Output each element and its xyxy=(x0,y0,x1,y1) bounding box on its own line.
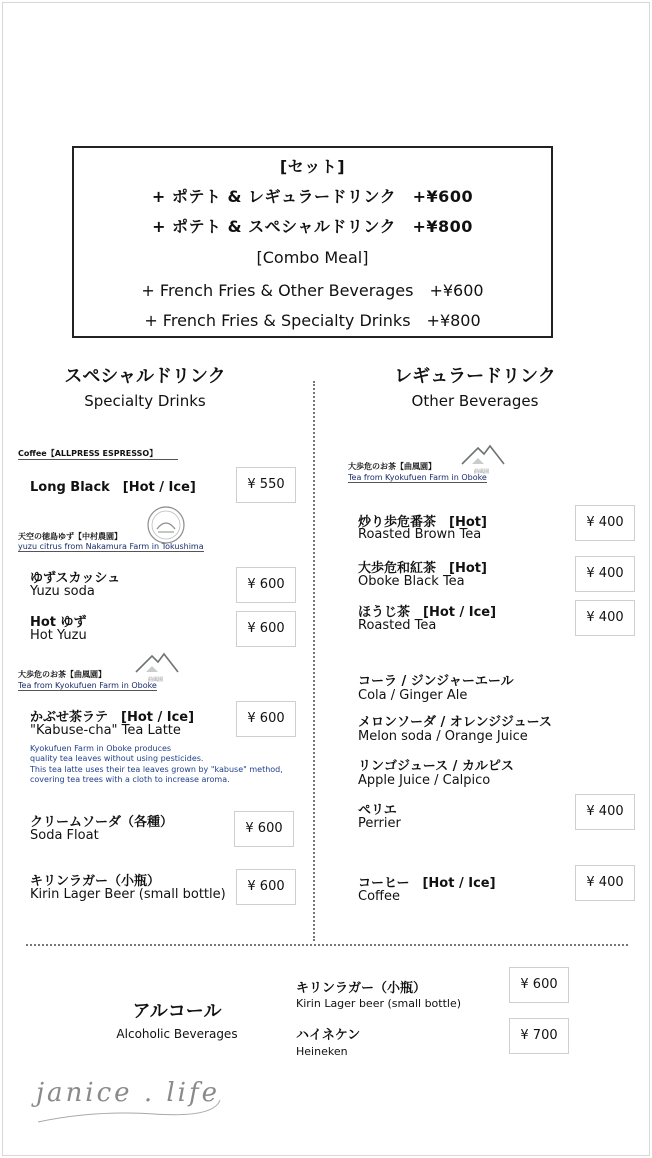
regular-title-jp: レギュラードリンク xyxy=(394,366,556,387)
watermark-signature: janice . life xyxy=(36,1078,221,1108)
perrier-en: Perrier xyxy=(358,816,401,831)
perrier-name: ペリエ xyxy=(358,803,397,818)
hot-yuzu-price: ¥ 600 xyxy=(236,611,296,647)
melon-orange-name: メロンソーダ / オレンジジュース xyxy=(358,715,552,730)
watermark-swash-icon xyxy=(34,1096,224,1126)
kirin-lager-alcohol-price: ¥ 600 xyxy=(509,967,569,1003)
roasted-brown-tea-price: ¥ 400 xyxy=(575,505,635,541)
cola-ginger-name: コーラ / ジンジャーエール xyxy=(358,674,514,689)
yuzu-squash-price: ¥ 600 xyxy=(236,567,296,603)
kirin-lager-left-price: ¥ 600 xyxy=(236,869,296,905)
coffee-en: Coffee xyxy=(358,889,400,904)
tea-subheading-right-en: Tea from Kyokufuen Farm in Oboke xyxy=(348,473,487,482)
latte-note-1: Kyokufuen Farm in Oboke produces xyxy=(30,744,172,753)
oboke-black-tea-price: ¥ 400 xyxy=(575,556,635,592)
latte-note-3: This tea latte uses their tea leaves grown by "kabuse" method, xyxy=(30,765,283,774)
kyokufuen-logo-icon xyxy=(134,648,180,678)
coffee-price: ¥ 400 xyxy=(575,865,635,901)
kyokufuen-logo-icon xyxy=(460,440,506,470)
kirin-lager-left-name: キリンラガー（小瓶） xyxy=(30,874,161,889)
kirin-lager-alcohol-name: キリンラガー（小瓶） xyxy=(296,981,427,996)
roasted-brown-tea-en: Roasted Brown Tea xyxy=(358,527,482,542)
combo-en-line-1: + French Fries & Other Beverages +¥600 xyxy=(141,281,484,300)
latte-note-2: quality tea leaves without using pesticides. xyxy=(30,754,204,763)
soda-float-en: Soda Float xyxy=(30,828,99,843)
kyokufuen-logo-label-right: 曲風園 xyxy=(474,469,490,475)
yuzu-subheading: 天空の徳島ゆず【中村農園】 xyxy=(18,532,122,541)
regular-title-en: Other Beverages xyxy=(411,392,539,410)
roasted-tea-en: Roasted Tea xyxy=(358,618,437,633)
column-divider xyxy=(313,381,315,941)
coffee-subheading: Coffee【ALLPRESS ESPRESSO】 xyxy=(18,448,178,460)
specialty-title-en: Specialty Drinks xyxy=(84,392,206,410)
long-black-price: ¥ 550 xyxy=(236,467,296,503)
combo-meal-box xyxy=(72,146,553,338)
kirin-lager-left-en: Kirin Lager Beer (small bottle) xyxy=(30,887,226,902)
yuzu-squash-name: ゆずスカッシュ xyxy=(30,571,121,586)
soda-float-price: ¥ 600 xyxy=(234,811,294,847)
oboke-black-tea-name: 大歩危和紅茶 [Hot] xyxy=(358,561,487,576)
alcohol-title-en: Alcoholic Beverages xyxy=(116,1027,238,1041)
kyokufuen-logo-label-left: 曲風園 xyxy=(148,677,164,683)
specialty-title-jp: スペシャルドリンク xyxy=(64,366,226,387)
combo-en-title: [Combo Meal] xyxy=(256,248,369,267)
melon-orange-en: Melon soda / Orange Juice xyxy=(358,729,528,744)
kabuse-latte-price: ¥ 600 xyxy=(236,701,296,737)
soda-float-name: クリームソーダ（各種） xyxy=(30,815,174,830)
yuzu-subheading-en: yuzu citrus from Nakamura Farm in Tokushima xyxy=(18,542,204,551)
tea-subheading-right: 大歩危のお茶【曲風園】 xyxy=(348,462,436,471)
nakamura-farm-logo-icon xyxy=(146,505,186,545)
yuzu-squash-en: Yuzu soda xyxy=(30,584,95,599)
roasted-tea-price: ¥ 400 xyxy=(575,600,635,636)
cola-ginger-en: Cola / Ginger Ale xyxy=(358,688,468,703)
long-black-name: Long Black [Hot / Ice] xyxy=(30,480,196,495)
section-divider xyxy=(26,944,628,946)
roasted-tea-name: ほうじ茶 [Hot / Ice] xyxy=(358,605,497,620)
hot-yuzu-en: Hot Yuzu xyxy=(30,628,87,643)
perrier-price: ¥ 400 xyxy=(575,794,635,830)
combo-jp-title: [セット] xyxy=(279,157,346,176)
oboke-black-tea-en: Oboke Black Tea xyxy=(358,574,465,589)
kabuse-latte-en: "Kabuse-cha" Tea Latte xyxy=(30,723,181,738)
heineken-en: Heineken xyxy=(296,1045,348,1058)
coffee-name: コーヒー [Hot / Ice] xyxy=(358,876,496,891)
heineken-name: ハイネケン xyxy=(296,1028,361,1043)
kirin-lager-alcohol-en: Kirin Lager beer (small bottle) xyxy=(296,997,462,1010)
kabuse-latte-name: かぶせ茶ラテ [Hot / Ice] xyxy=(30,710,195,725)
combo-en-line-2: + French Fries & Specialty Drinks +¥800 xyxy=(144,311,481,330)
tea-subheading-left-en: Tea from Kyokufuen Farm in Oboke xyxy=(18,681,157,690)
latte-note-4: covering tea trees with a cloth to increase aroma. xyxy=(30,775,230,784)
apple-calpico-name: リンゴジュース / カルピス xyxy=(358,759,514,774)
hot-yuzu-name: Hot ゆず xyxy=(30,615,87,630)
combo-jp-line-2: + ポテト & スペシャルドリンク +¥800 xyxy=(152,217,473,236)
heineken-price: ¥ 700 xyxy=(509,1018,569,1054)
alcohol-title-jp: アルコール xyxy=(132,1001,222,1022)
apple-calpico-en: Apple Juice / Calpico xyxy=(358,773,491,788)
roasted-brown-tea-name: 炒り歩危番茶 [Hot] xyxy=(358,515,487,530)
combo-jp-line-1: + ポテト & レギュラードリンク +¥600 xyxy=(151,187,474,206)
tea-subheading-left: 大歩危のお茶【曲風園】 xyxy=(18,670,106,679)
